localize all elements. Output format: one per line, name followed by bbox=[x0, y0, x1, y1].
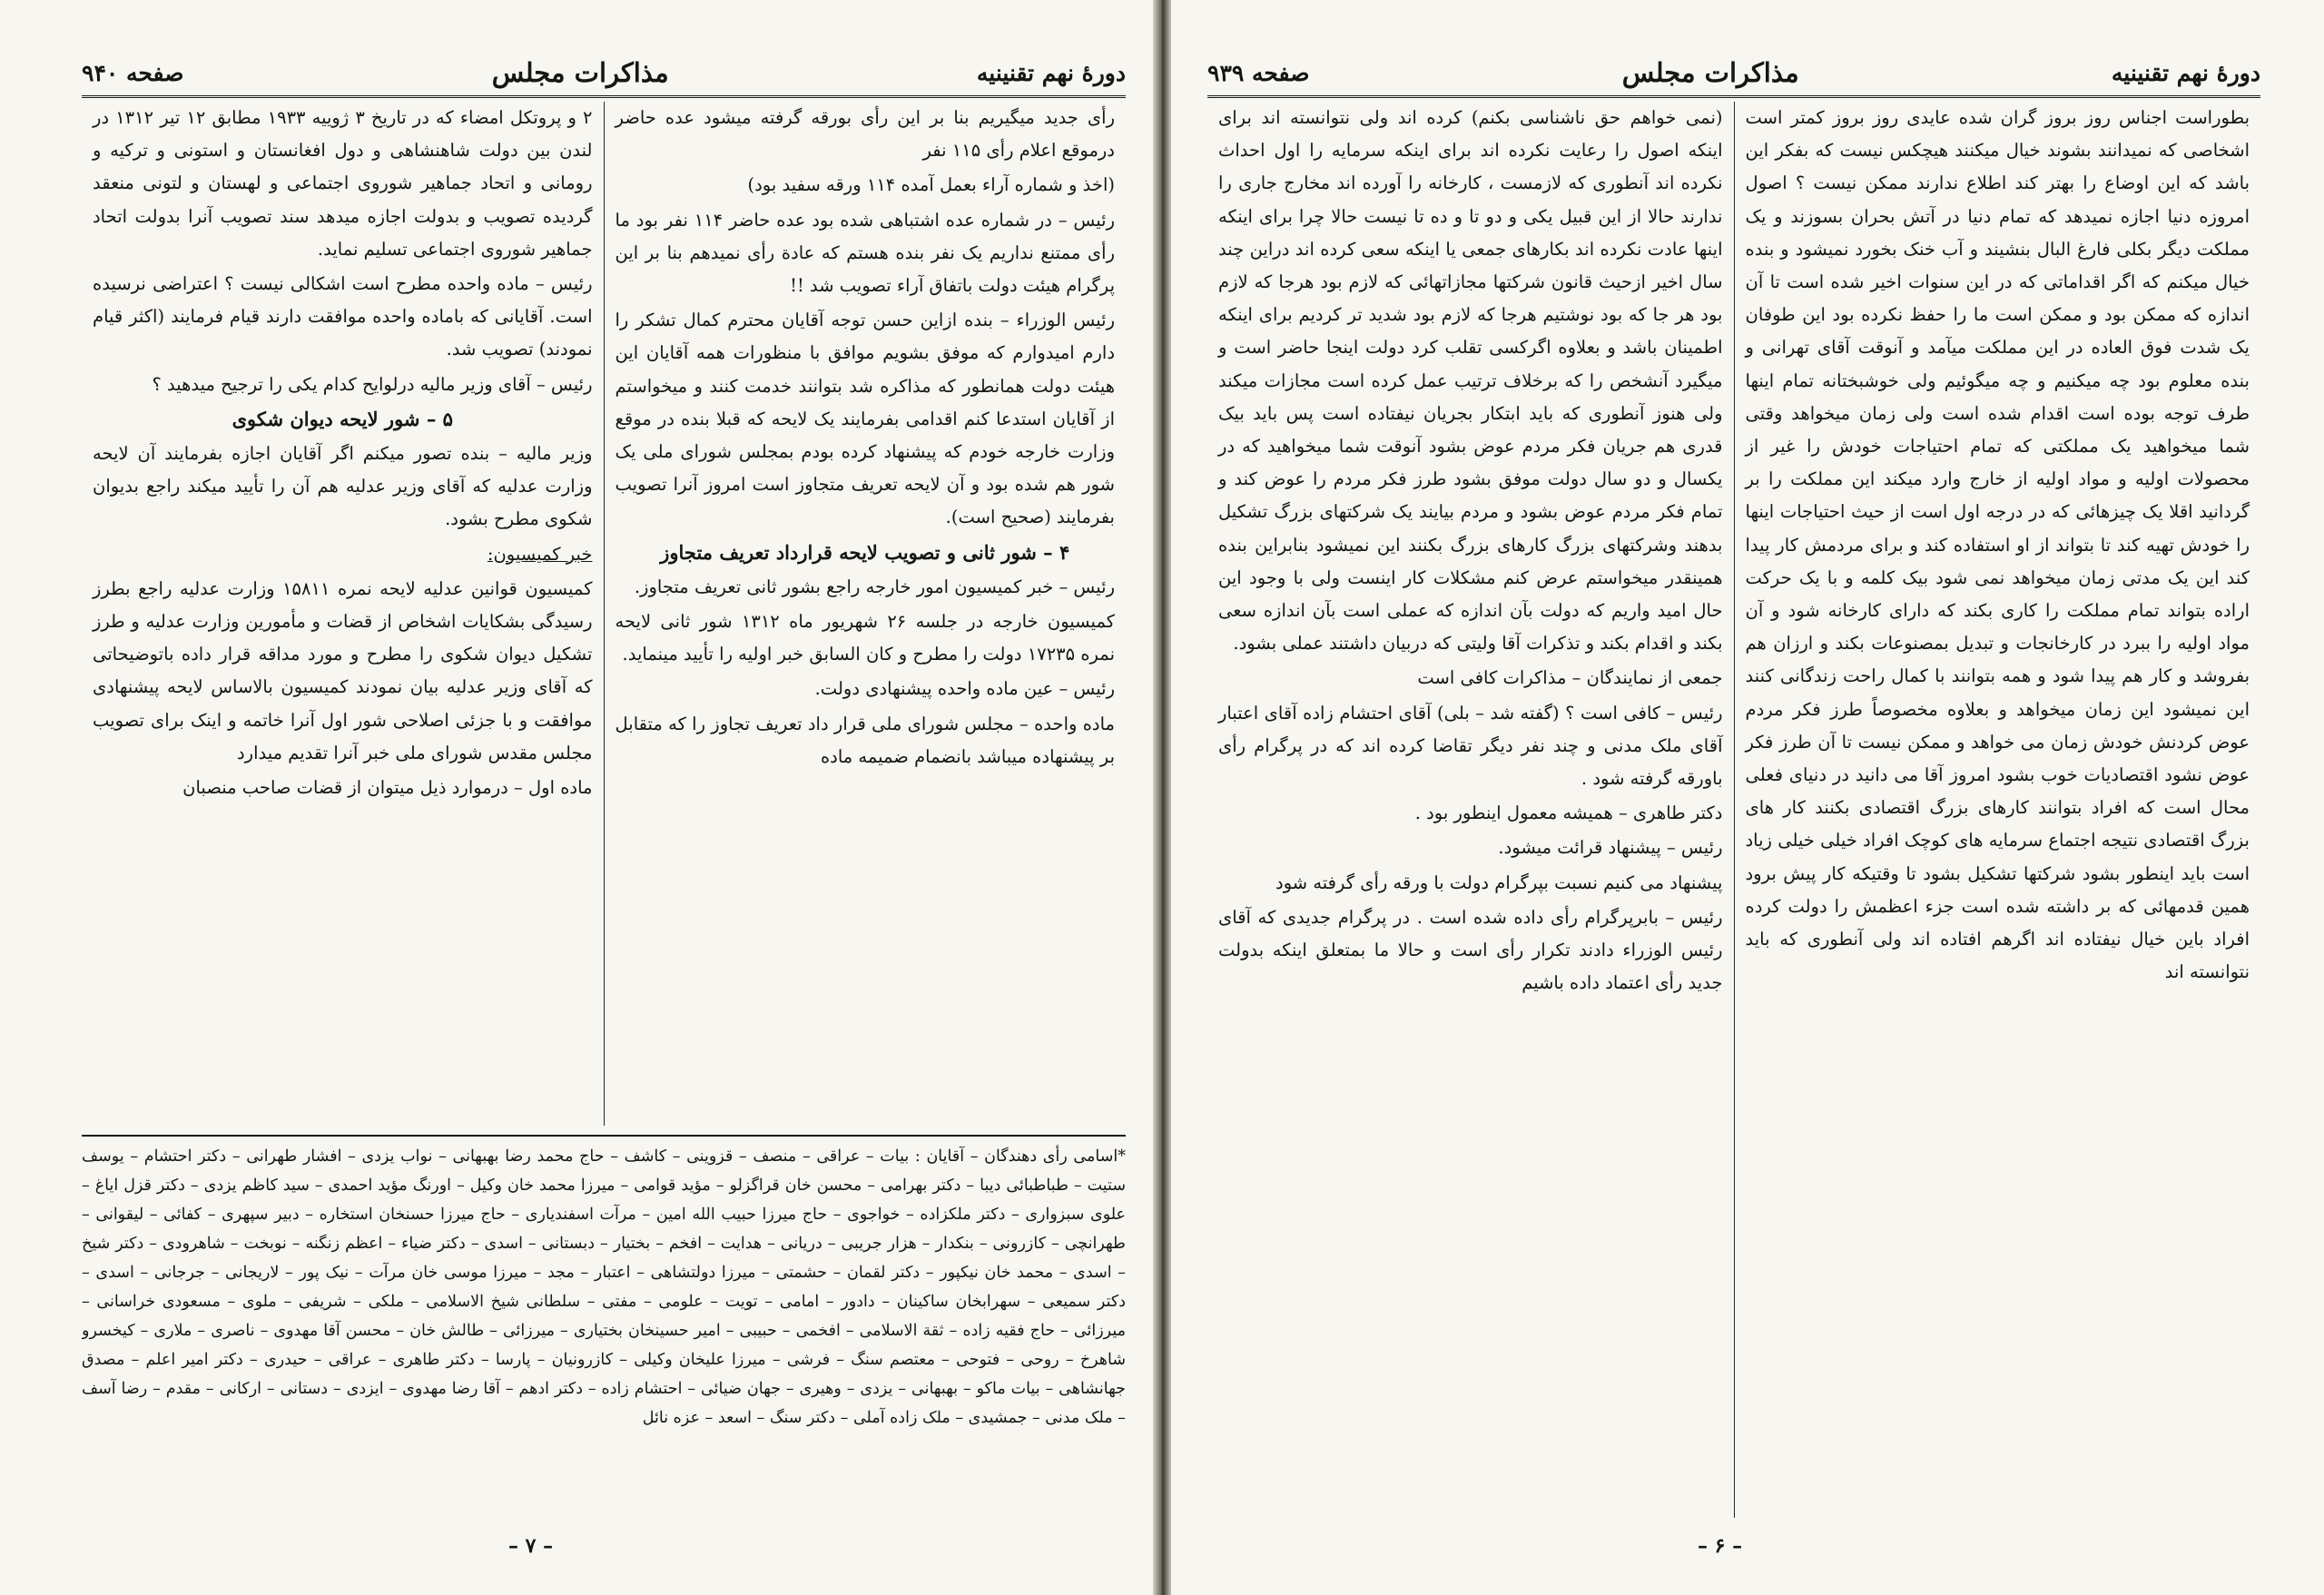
section-heading: ۴ – شور ثانی و تصویب لایحه قرارداد تعریف متجاوز bbox=[660, 540, 1070, 564]
paragraph: دکتر طاهری – همیشه معمول اینطور بود . bbox=[1414, 802, 1723, 824]
paragraph: رئیس – ماده واحده مطرح است اشکالی نیست ؟ اعتراضی نرسیده است. آقایانی که باماده واحده موافقت دارند قیام فرمایند (اکثر قیام نمودند) تصویب شد. bbox=[93, 273, 593, 360]
left-page-column-left bbox=[82, 102, 605, 1126]
right-header-title: مذاکرات مجلس bbox=[1621, 57, 1799, 88]
committee-report-label: خبر کمیسیون: bbox=[487, 543, 593, 565]
right-page-column-right bbox=[1735, 102, 2261, 1518]
paragraph: رأی جدید میگیریم بنا بر این رأی بورقه گرفته میشود عده حاضر درموقع اعلام رأی ۱۱۵ نفر bbox=[615, 107, 1115, 162]
right-header-session: دورهٔ نهم تقنینیه bbox=[2111, 59, 2260, 86]
paragraph: رئیس – کافی است ؟ (گفته شد – بلی) آقای احتشام زاده آقای اعتبار آقای ملک مدنی و چند نفر دیگر تقاضا کرده اند که در پرگرام رأی باورقه گرفته شود . bbox=[1218, 702, 1723, 790]
left-header-title: مذاکرات مجلس bbox=[491, 57, 669, 88]
voter-names-footnote: *اسامی رأی دهندگان – آقایان : بیات – عراقی – منصف – قزوینی – کاشف – حاج محمد رضا بهبهانی – نواب یزدی – افشار طهرانی – دکتر احتشام – یوسف ستیت – طباطبائی دیبا – دکتر بهرامی – محسن خان قراگزلو – مؤید قوامی – میرزا محمد خان وکیل – اورنگ مؤید احمدی – سید کاظم یزدی – دکتر قزل ایاغ – علوی سبزواری – دکتر ملکزاده – خواجوی – حاج میرزا حبیب الله امین – مرآت اسفندیاری – حاج میرزا حسنخان استخاره – دبیر سپهری – کفائی – لیقوانی – طهرانچی – کازرونی – بنکدار – هزار جریبی – دریانی – هدایت – افخم – بختیار – دبستانی – اسدی – دکتر ضیاء – اعظم زنگنه – نوبخت – شاهرودی – دکتر شیخ – اسدی – محمد خان نیکپور – دکتر لقمان – حشمتی – میرزا دولتشاهی – اعتبار – مجد – میرزا موسی خان مرآت – نیک پور – لاریجانی – جرجانی – اسدی – دکتر سمیعی – سهرابخان ساکینان – دادور – امامی – تویت – علومی – مفتی – سلطانی شیخ الاسلامی – ملکی – شریفی – ملوی – مسعودی خراسانی – میرزائی – حاج فقیه زاده – ثقة الاسلامی – افخمی – حبیبی – امیر حسینخان بختیاری – میرزائی – طالش خان – محسن آقا مهدوی – ناصری – ملاری – کیخسرو شاهرخ – روحی – فتوحی – معتصم سنگ – فرشی – میرزا علیخان وکیلی – کازرونیان – پارسا – دکتر طاهری – عراقی – حیدری – دکتر امیر اعلم – مصدق جهانشاهی – بیات ماکو – بهبهانی – یزدی – وهیری – جهان ضیائی – احتشام زاده – دکتر ادهم – آقا رضا مهدوی – ایزدی – دستانی – ارکانی – مقدم – رضا آسف – ملک مدنی – جمشیدی – ملک زاده آملی – دکتر سنگ – اسعد – عزه نائل bbox=[82, 1135, 1126, 1505]
left-page bbox=[0, 0, 1153, 1595]
section-heading: ۵ – شور لایحه دیوان شکوی bbox=[231, 407, 453, 430]
paragraph: رئیس – عین ماده واحده پیشنهادی دولت. bbox=[814, 678, 1115, 700]
paragraph: رئیس – پیشنهاد قرائت میشود. bbox=[1498, 837, 1723, 859]
paragraph: ماده واحده – مجلس شورای ملی قرار داد تعریف تجاوز را که متقابل بر پیشنهاده میباشد بانضمام ضمیمه ماده bbox=[615, 713, 1115, 767]
paragraph: رئیس – بابرپرگرام رأی داده شده است . در پرگرام جدیدی که آقای رئیس الوزراء دادند تکرار رأی است و حالا ما بمتعلق اینکه بدولت جدید رأی اعتماد داده باشیم bbox=[1218, 906, 1723, 994]
right-page-number: – ۶ – bbox=[1698, 1534, 1743, 1558]
paragraph: ماده اول – درموارد ذیل میتوان از قضات صاحب منصبان bbox=[182, 777, 593, 799]
paragraph: بطوراست اجناس روز بروز گران شده عایدی روز بروز کمتر است اشخاصی که نمیدانند بشوند خیال میکنند هیچکس نیست که بفکر این باشد که این اوضاع را بهتر کند اطلاع ندارند ممکن نیست ؟ اصول امروزه دنیا اجازه نمیدهد که تمام دنیا در آتش بحران بسوزند و یک مملکت دیگر بکلی فارغ البال بنشیند و آب خنک بخورد نمیشود و بنده خیال میکنم که اگر اقداماتی که در این سنوات اخیر شده است تا آن اندازه که ممکن بود و ممکن است ما را حفظ نکرده بود این طوفان یک شدت فوق العاده در این مملکت میآمد و آنوقت آقای تهرانی و بنده معلوم بود چه میکنیم و چه میگوئیم ولی خوشبختانه تمام اینها طرف توجه بوده است اقدام شده است ولی زمان میخواهد وقتی شما میخواهید یک مملکتی که تمام احتیاجات خودش را غیر از محصولات اولیه و مواد اولیه از خارج وارد میکند این مملکت را بر گردانید اقلا یک چیزهائی که در درجه اول است از حیث احتیاجات اینها را خودش تهیه کند تا بتواند از او استفاده کند و برای مردمش کار پیدا کند این یک مدتی زمان میخواهد نمی شود بیک کلمه و با یک حرکت اراده بتواند تمام مملکت را کاری بکند که دارای کارخانه شود و آن مواد اولیه را ببرد در کارخانجات و تبدیل بمصنوعات بکند و ارزان هم بفروشد و کار هم پیدا شود و همه بتوانند با کمال راحت زندگانی کنند این نمیشود این زمان میخواهد و بعلاوه مخصوصاً طرز فکر مردم عوض کردنش خودش زمان می خواهد و ممکن نیست تا آن طرز فکر عوض نشود اقتصادیات خوب بشود امروز آقا می دانید در دنیای فعلی محال است که افراد بتوانند کارهای بزرگ اقتصادی بکنند کار های بزرگ اقتصادی نتیجه اجتماع سرمایه های کوچک افراد خیلی خیلی زیاد است باید اینطور بشود شرکتها تشکیل بشود تا وقتیکه کار پیش برود همین قدمهائی که بر داشته شده است جزء اعظمش را دولت کرده افراد باین خیال نیفتاده اند اگرهم افتاده اند ولی آنطوری که باید نتوانسته اند bbox=[1745, 107, 2250, 983]
paragraph: کمیسیون خارجه در جلسه ۲۶ شهریور ماه ۱۳۱۲ شور ثانی لایحه نمره ۱۷۲۳۵ دولت را مطرح و کان السابق خبر اولیه را تأیید مینماید. bbox=[615, 611, 1115, 665]
paragraph: کمیسیون قوانین عدلیه لایحه نمره ۱۵۸۱۱ وزارت عدلیه راجع بطرز رسیدگی بشکایات اشخاص از قضات و مأمورین وزارت عدلیه و طرز تشکیل دیوان شکوی را مطرح و مورد مداقه قرار داده باتوضیحاتی که آقای وزیر عدلیه بیان نمودند کمیسیون بالاساس لایحه پیشنهادی موافقت و با جزئی اصلاحی شور اول آنرا خاتمه و اینک برای تصویب مجلس مقدس شورای ملی خبر آنرا تقدیم میدارد bbox=[93, 577, 593, 763]
paragraph: (نمی خواهم حق ناشناسی بکنم) کرده اند ولی نتوانسته اند برای اینکه اصول را رعایت نکرده اند برای اینکه سرمایه را اول احداث نکرده اند آنطوری که لازمست ، کارخانه را آورده اند مخارج جاری را ندارند حالا از این قبیل یکی و دو تا و ده تا نیست حالا چرا برای اینکه اینها عادت نکرده اند بکارهای جمعی یا اینکه سعی کرده اند دراین چند سال اخیر ازحیث قانون شرکتها مجازاتهائی که لازم بود هرجا که لازم بود هر جا که بود نوشتیم هرجا که لازم بود شدید تر کردیم برای اینکه اطمینان باشد و بعلاوه اگرکسی تقلب کرد دولت اینجا حاضر است و میگیرد آنشخص را که برخلاف ترتیب عمل کرده است مجازات میکند ولی هنوز آنطوری که باید ابتکار بجریان نیفتاده است پس باید بیک قدری هم جریان فکر مردم عوض بشود آنوقت شما میخواهید که در یکسال و دو سال دولت موفق بشود طرز فکر مردم را عوض کند و تمام فکر مردم عوض بشود و مردم بیایند یک شرکتهای بزرگ تشکیل بدهند وشرکتهای بزرگ کارهای بزرگ بکنند این نمیشود بنابراین بنده همینقدر میخواستم عرض کنم مشکلات کار اینست ولی با وجود این حال امید واریم که دولت بآن اندازه که عملی است بآن اندازه سعی بکند و اقدام بکند و تذکرات آقا ولیتی که دربیان داشتند عملی بشود. bbox=[1218, 107, 1723, 655]
book-gutter bbox=[1153, 0, 1171, 1595]
right-page bbox=[1171, 0, 2324, 1595]
left-page-header bbox=[82, 50, 1126, 98]
left-page-columns bbox=[82, 102, 1126, 1126]
paragraph: وزیر مالیه – بنده تصور میکنم اگر آقایان اجازه بفرمایند آن لایحه وزارت عدلیه که آقای وزیر عدلیه هم آن را تأیید میکند راجع بدیوان شکوی مطرح بشود. bbox=[93, 443, 593, 530]
paragraph: ۲ و پروتکل امضاء که در تاریخ ۳ ژوییه ۱۹۳۳ مطابق ۱۲ تیر ۱۳۱۲ در لندن بین دولت شاهنشاهی و دول افغانستان و استونی و ترکیه و رومانی و اتحاد جماهیر شوروی اجتماعی و لهستان و لتونی منعقد گردیده تصویب و بدولت اجازه میدهد سند تصویب آنرا بدولت اتحاد جماهیر شوروی اجتماعی تسلیم نماید. bbox=[93, 107, 593, 260]
right-page-header bbox=[1207, 50, 2260, 98]
paragraph: (اخذ و شماره آراء بعمل آمده ۱۱۴ ورقه سفید بود) bbox=[747, 174, 1115, 196]
left-header-session: دورهٔ نهم تقنینیه bbox=[976, 59, 1126, 86]
paragraph: رئیس – در شماره عده اشتباهی شده بود عده حاضر ۱۱۴ نفر بود ما رأی ممتنع نداریم یک نفر بنده هستم که عادة رأی نمیدهم بنا بر این پرگرام هیئت دولت باتفاق آراء تصویب شد !! bbox=[615, 209, 1116, 297]
left-page-column-right bbox=[605, 102, 1127, 1126]
paragraph: رئیس – خبر کمیسیون امور خارجه راجع بشور ثانی تعریف متجاوز. bbox=[634, 576, 1115, 597]
paragraph: جمعی از نمایندگان – مذاکرات کافی است bbox=[1417, 667, 1723, 689]
right-header-page: صفحه ۹۳۹ bbox=[1207, 59, 1310, 86]
right-page-column-left bbox=[1207, 102, 1735, 1518]
paragraph: پیشنهاد می کنیم نسبت بپرگرام دولت با ورقه رأی گرفته شود bbox=[1275, 871, 1723, 893]
left-page-number: – ۷ – bbox=[508, 1534, 554, 1558]
paragraph: رئیس الوزراء – بنده ازاین حسن توجه آقایان محترم کمال تشکر را دارم امیدوارم که موفق بشویم موافق با منظورات همه آقایان این هیئت دولت همانطور که مذاکره شد بتوانند خدمت کنند و میخواستم از آقایان استدعا کنم اقدامی بفرمایند یک لایحه که قبلا بنده در موقع وزارت خارجه خودم که پیشنهاد کرده بودم بمجلس شورای ملی یک شور هم شده بود و آن لایحه تعریف متجاوز است امروز آنرا تصویب بفرمایند (صحیح است). bbox=[615, 310, 1115, 528]
paragraph: رئیس – آقای وزیر مالیه درلوایح کدام یکی را ترجیح میدهید ؟ bbox=[152, 373, 593, 395]
right-page-columns bbox=[1207, 102, 2260, 1518]
left-header-page: صفحه ۹۴۰ bbox=[82, 59, 184, 86]
